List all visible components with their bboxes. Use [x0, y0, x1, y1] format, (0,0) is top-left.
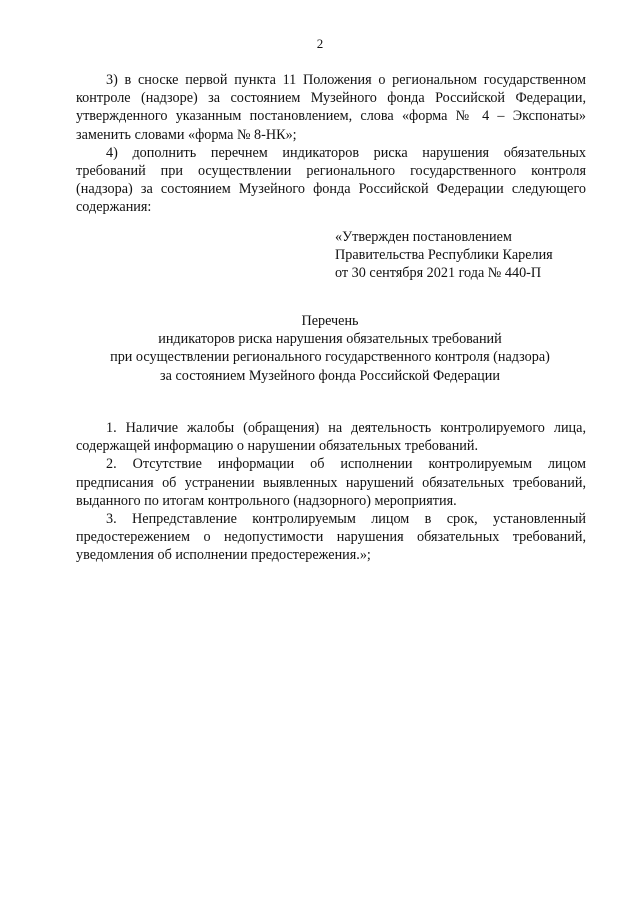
indicator-list [76, 419, 586, 565]
amendments-section [76, 71, 586, 217]
list-title: Перечень [301, 313, 359, 329]
list-item: 1. Наличие жалобы (обращения) на деятельность контролируемого лица, содержащей информацию о нарушении обязательных требований. [76, 420, 586, 455]
list-subtitle-line: при осуществлении регионального государственного контроля (надзора) [110, 349, 550, 366]
approval-stamp [335, 228, 595, 283]
amendment-paragraph: 3) в сноске первой пункта 11 Положения о региональном государственном контроле (надзоре) за состоянием Музейного фонда Российской Федерации, утвержденного указанным постановлением, слова «форма № 4 – Экспонаты» заменить словами «форма № 8-НК»; [76, 72, 586, 143]
list-item: 3. Непредставление контролируемым лицом в срок, установленный предостережением о недопустимости нарушения обязательных требований, уведомления об исполнении предостережения.»; [76, 511, 586, 564]
list-subtitle-line: за состоянием Музейного фонда Российской Федерации [160, 367, 500, 384]
approval-line: «Утвержден постановлением [335, 229, 512, 245]
page-number: 2 [316, 36, 324, 51]
list-heading [60, 312, 600, 385]
approval-line: от 30 сентября 2021 года № 440-П [335, 265, 542, 282]
amendment-paragraph: 4) дополнить перечнем индикаторов риска нарушения обязательных требований при осуществлении регионального государственного контроля (надзора) за состоянием Музейного фонда Российской Федерации следующего содержания: [76, 144, 586, 216]
list-item: 2. Отсутствие информации об исполнении контролируемым лицом предписания об устранении выявленных нарушений обязательных требований, выданного по итогам контрольного (надзорного) мероприятия. [76, 456, 586, 509]
approval-line: Правительства Республики Карелия [335, 247, 553, 264]
list-subtitle-line: индикаторов риска нарушения обязательных требований [158, 331, 502, 348]
